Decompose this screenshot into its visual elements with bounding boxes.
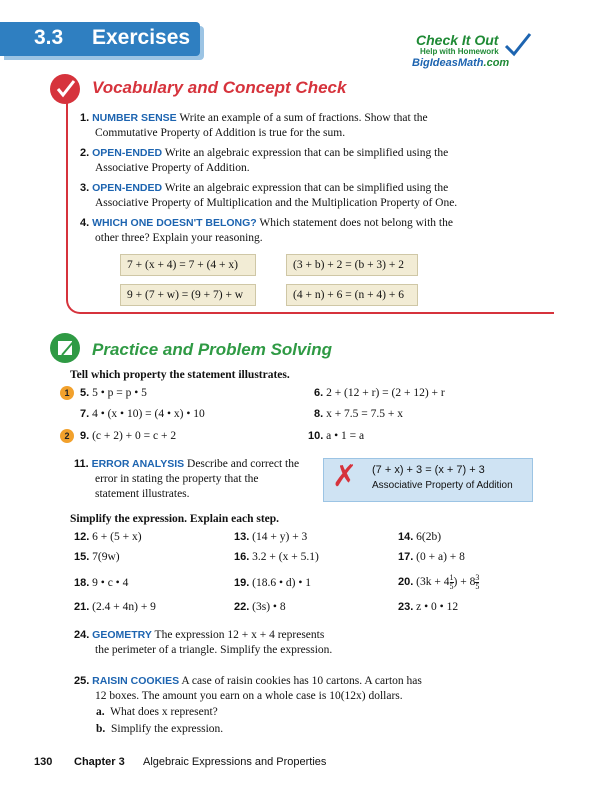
pencil-paper-icon: [50, 333, 80, 363]
check-circle-icon: [50, 74, 80, 104]
fraction: $\frac{1}{5}$: [449, 572, 454, 591]
raisin-part: a. What does x represent?: [96, 706, 218, 718]
exercise-item: 19. (18.6 • d) • 1: [234, 577, 312, 589]
exercise-item: 13. (14 + y) + 3: [234, 531, 308, 543]
error-analysis-item: 11. ERROR ANALYSIS Describe and correct the error in stating the property that the statement illustrates.: [74, 458, 300, 500]
exercise-item: 9. (c + 2) + 0 = c + 2: [80, 430, 177, 442]
section-number: 3.3: [34, 26, 64, 49]
level-badge: 1: [60, 386, 74, 400]
exercise-item: 6. 2 + (12 + r) = (2 + 12) + r: [314, 387, 445, 399]
error-property: Associative Property of Addition: [372, 480, 513, 491]
level-badge: 2: [60, 429, 74, 443]
vocab-item-3: 3. OPEN-ENDED Write an algebraic expression that can be simplified using the Associative Property of Multiplication and the Multiplication Property of One.: [80, 182, 458, 209]
exercise-item: 21. (2.4 + 4n) + 9: [74, 601, 156, 613]
page-number: 130: [34, 756, 53, 768]
badge-site-name: BigIdeasMath: [412, 57, 484, 69]
practice-title: Practice and Problem Solving: [92, 340, 332, 359]
error-equation: (7 + x) + 3 = (x + 7) + 3: [372, 464, 485, 476]
exercise-item: 5. 5 • p = p • 5: [80, 387, 147, 399]
geometry-item: 24. GEOMETRY The expression 12 + x + 4 represents the perimeter of a triangle. Simplify the expression.: [74, 629, 333, 656]
belong-option: (4 + n) + 6 = (n + 4) + 6: [286, 284, 418, 306]
exercise-item: 17. (0 + a) + 8: [398, 551, 465, 563]
exercise-item: 23. z • 0 • 12: [398, 601, 459, 613]
badge-title: Check It Out: [416, 32, 499, 48]
exercise-item: 16. 3.2 + (x + 5.1): [234, 551, 319, 563]
fraction: $\frac{3}{5}$: [475, 572, 480, 591]
checkmark-icon: [502, 30, 532, 58]
x-mark-icon: ✗: [332, 460, 358, 493]
vocab-item-1: 1. NUMBER SENSE Write an example of a sum of fractions. Show that the Commutative Property of Addition is true for the sum.: [80, 112, 428, 139]
chapter-label: Chapter 3: [74, 756, 125, 768]
exercise-item: 7. 4 • (x • 10) = (4 • x) • 10: [80, 408, 205, 420]
belong-option: (3 + b) + 2 = (b + 3) + 2: [286, 254, 418, 276]
exercise-item: 10. a • 1 = a: [308, 430, 365, 442]
exercise-item: 14. 6(2b): [398, 531, 442, 543]
exercise-item: 20. (3k + 4 $\frac{1}{5}$ ) + 8 $\frac{3}{5}$: [398, 572, 480, 591]
raisin-part: b. Simplify the expression.: [96, 723, 224, 735]
belong-option: 9 + (7 + w) = (9 + 7) + w: [120, 284, 256, 306]
vocab-item-2: 2. OPEN-ENDED Write an algebraic expression that can be simplified using the Associative Property of Addition.: [80, 147, 449, 174]
badge-site[interactable]: [412, 57, 509, 69]
exercise-item: 18. 9 • c • 4: [74, 577, 129, 589]
vocab-item-4: 4. WHICH ONE DOESN'T BELONG? Which statement does not belong with the other three? Explain your reasoning.: [80, 217, 453, 244]
instruction: Simplify the expression. Explain each step.: [70, 513, 280, 525]
exercise-item: 12. 6 + (5 + x): [74, 531, 142, 543]
exercise-item: 22. (3s) • 8: [234, 601, 286, 613]
exercise-item: 15. 7(9w): [74, 551, 120, 563]
badge-subtitle: Help with Homework: [420, 47, 499, 56]
exercise-item: 8. x + 7.5 = 7.5 + x: [314, 408, 404, 420]
raisin-item: 25. RAISIN COOKIES A case of raisin cookies has 10 cartons. A carton has 12 boxes. The amount you earn on a whole case is 10(12x) dollars.: [74, 675, 422, 702]
section-title: Exercises: [92, 26, 191, 49]
belong-option: 7 + (x + 4) = 7 + (4 + x): [120, 254, 256, 276]
chapter-title: Algebraic Expressions and Properties: [143, 756, 327, 768]
vocab-title: Vocabulary and Concept Check: [92, 78, 347, 97]
badge-site-domain: .com: [483, 57, 510, 69]
instruction: Tell which property the statement illustrates.: [70, 369, 290, 381]
